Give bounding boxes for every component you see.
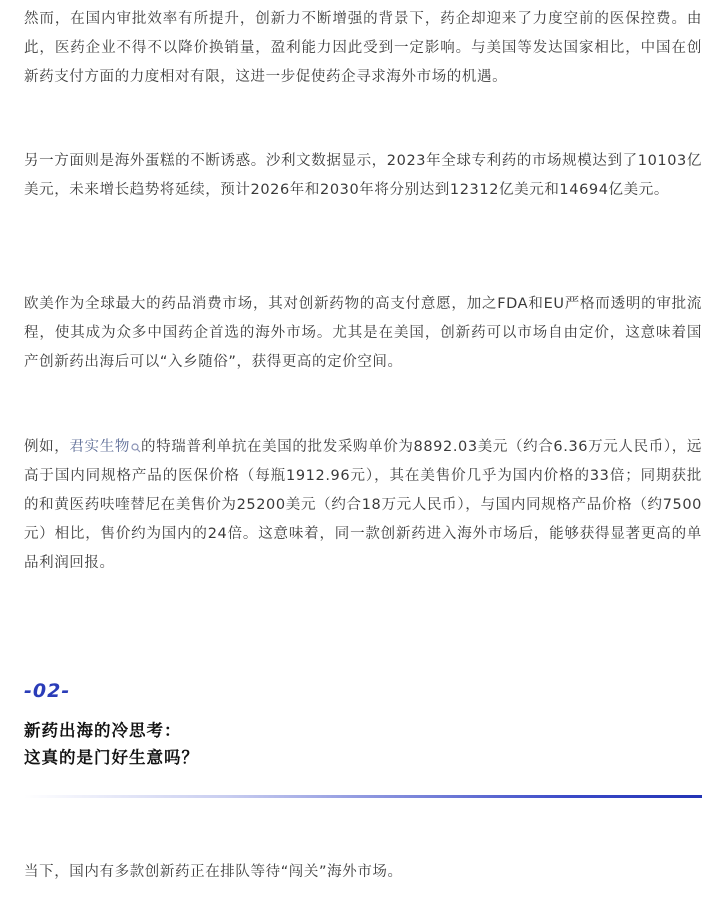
section-title: [24, 717, 199, 771]
paragraph: 另一方面则是海外蛋糕的不断诱惑。沙利文数据显示，2023年全球专利药的市场规模达到了10103亿美元，未来增长趋势将延续，预计2026年和2030年将分别达到12312亿美元和14694亿美元。: [24, 153, 702, 198]
company-link[interactable]: [69, 439, 141, 455]
paragraph-text: 的特瑞普利单抗在美国的批发采购单价为8892.03美元（约合6.36万元人民币），远高于国内同规格产品的医保价格（每瓶1912.96元），其在美售价几乎为国内价格的33倍；同期获批的和黄医药呋喹替尼在美售价为25200美元（约合18万元人民币），与国内同规格产品价格（约7500元）相比，售价约为国内的24倍。这意味着，同一款创新药进入海外市场后，能够获得显著更高的单品利润回报。: [24, 439, 702, 571]
paragraph: 当下，国内有多款创新药正在排队等待“闯关”海外市场。: [24, 864, 403, 880]
company-link-text[interactable]: 君实生物: [69, 439, 130, 455]
search-icon[interactable]: [131, 435, 141, 445]
section-title-line: 这真的是门好生意吗？: [24, 748, 199, 767]
paragraph: [24, 433, 702, 578]
paragraph-text: 例如，: [24, 439, 70, 455]
section-divider: [24, 795, 702, 798]
section-number: -02-: [24, 680, 71, 702]
section-title-line: 新药出海的冷思考：: [24, 721, 182, 740]
paragraph: 然而，在国内审批效率有所提升，创新力不断增强的背景下，药企却迎来了力度空前的医保控费。由此，医药企业不得不以降价换销量，盈利能力因此受到一定影响。与美国等发达国家相比，中国在创新药支付方面的力度相对有限，这进一步促使药企寻求海外市场的机遇。: [24, 11, 702, 85]
paragraph: 欧美作为全球最大的药品消费市场，其对创新药物的高支付意愿，加之FDA和EU严格而透明的审批流程，使其成为众多中国药企首选的海外市场。尤其是在美国，创新药可以市场自由定价，这意味着国产创新药出海后可以“入乡随俗”，获得更高的定价空间。: [24, 296, 702, 370]
